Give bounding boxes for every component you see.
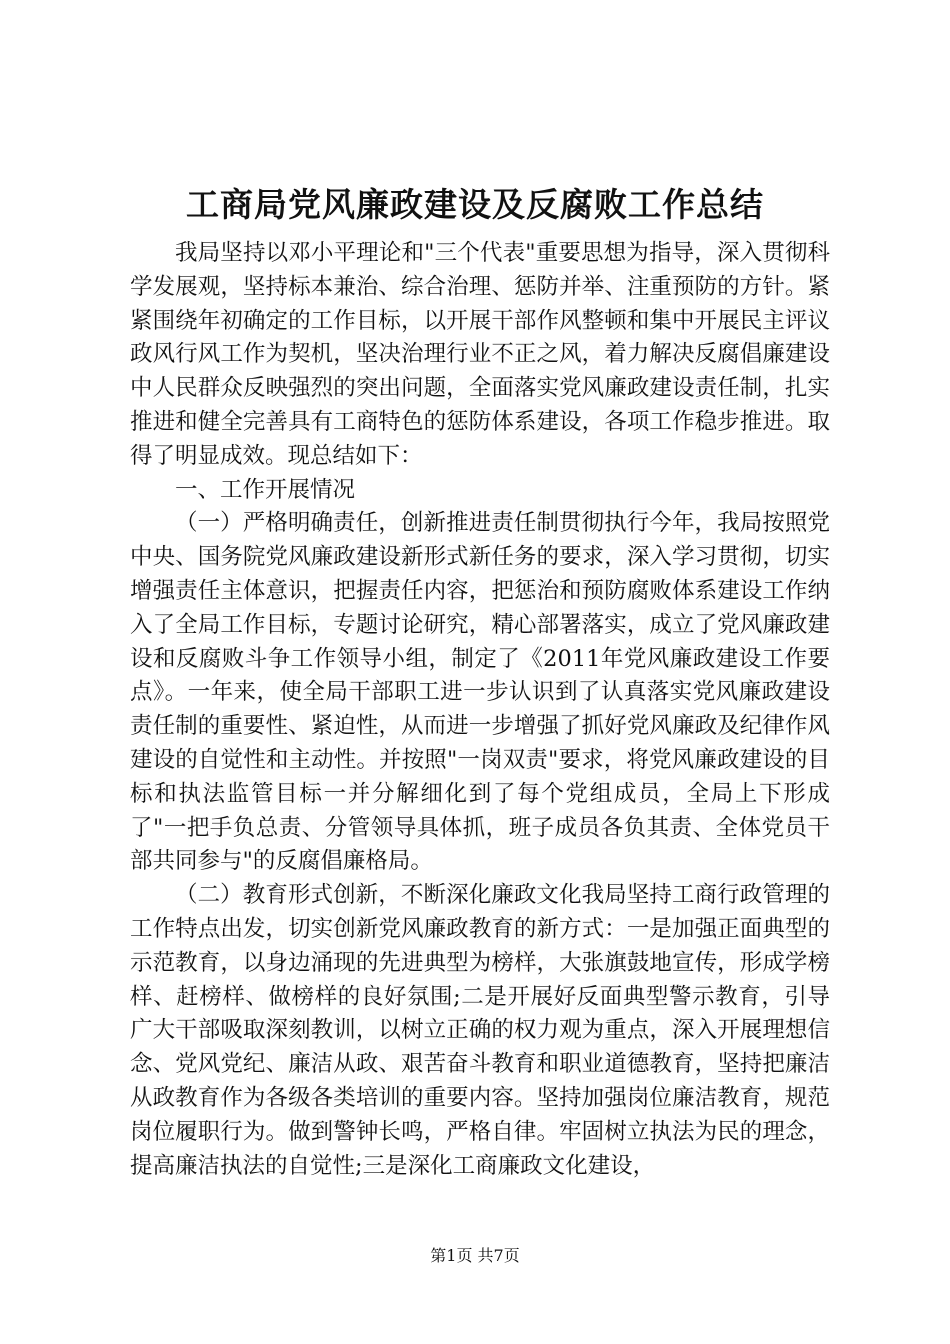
intro-paragraph: 我局坚持以邓小平理论和"三个代表"重要思想为指导，深入贯彻科学发展观，坚持标本兼治、综合治理、惩防并举、注重预防的方针。紧紧围绕年初确定的工作目标，以开展干部作风整顿和集中开展民主评议政风行风工作为契机，坚决治理行业不正之风，着力解决反腐倡廉建设中人民群众反映强烈的突出问题，全面落实党风廉政建设责任制，扎实推进和健全完善具有工商特色的惩防体系建设，各项工作稳步推进。取得了明显成效。现总结如下： [130,240,830,469]
document-title: 工商局党风廉政建设及反腐败工作总结 [186,185,764,224]
page-footer: 第1页 共7页 [430,1246,520,1265]
paragraph-education: （二）教育形式创新，不断深化廉政文化我局坚持工商行政管理的工作特点出发，切实创新党风廉政教育的新方式：一是加强正面典型的示范教育，以身边涌现的先进典型为榜样，大张旗鼓地宣传，形成学榜样、赶榜样、做榜样的良好氛围;二是开展好反面典型警示教育，引导广大干部吸取深刻教训，以树立正确的权力观为重点，深入开展理想信念、党风党纪、廉洁从政、艰苦奋斗教育和职业道德教育，坚持把廉洁从政教育作为各级各类培训的重要内容。坚持加强岗位廉洁教育，规范岗位履职行为。做到警钟长鸣，严格自律。牢固树立执法为民的理念，提高廉洁执法的自觉性;三是深化工商廉政文化建设， [130,882,830,1179]
paragraph-responsibility: （一）严格明确责任，创新推进责任制贯彻执行今年，我局按照党中央、国务院党风廉政建设新形式新任务的要求，深入学习贯彻，切实增强责任主体意识，把握责任内容，把惩治和预防腐败体系建设工作纳入了全局工作目标，专题讨论研究，精心部署落实，成立了党风廉政建设和反腐败斗争工作领导小组，制定了《2011年党风廉政建设工作要点》。一年来，使全局干部职工进一步认识到了认真落实党风廉政建设责任制的重要性、紧迫性，从而进一步增强了抓好党风廉政及纪律作风建设的自觉性和主动性。并按照"一岗双责"要求，将党风廉政建设的目标和执法监管目标一并分解细化到了每个党组成员，全局上下形成了"一把手负总责、分管领导具体抓，班子成员各负其责、全体党员干部共同参与"的反腐倡廉格局。 [130,510,830,875]
document-body [130,237,830,1183]
section-heading: 一、工作开展情况 [175,476,356,503]
